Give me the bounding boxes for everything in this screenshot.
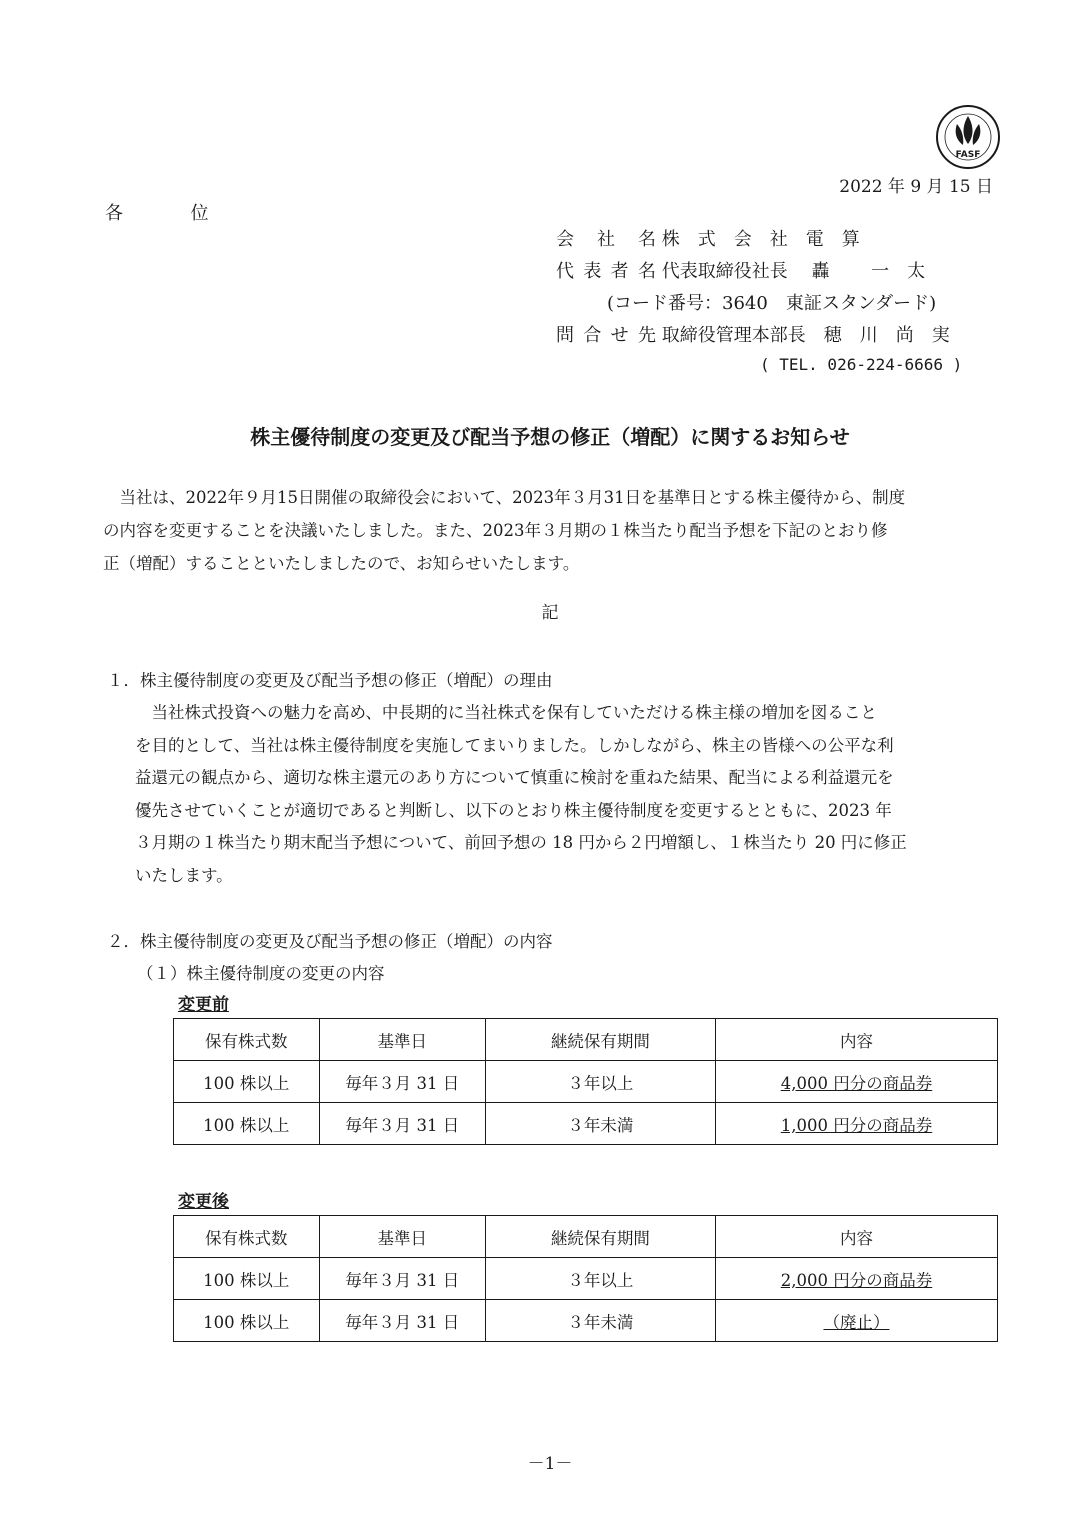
header-cell: 保有株式数 [174, 1019, 320, 1061]
stock-code: (コード番号：3640 東証スタンダード) [607, 293, 937, 314]
section1-line: を目的として、当社は株主優待制度を実施してまいりました。しかしながら、株主の皆様への公平な利 [135, 735, 894, 755]
benefit-value: 2,000 円分の商品券 [780, 1270, 933, 1290]
table-after [173, 1215, 998, 1342]
addressee-char-2: 位 [190, 203, 209, 224]
representative-label: 代表者名 [556, 261, 656, 282]
contact-row [556, 321, 976, 347]
header-cell: 保有株式数 [174, 1216, 320, 1258]
svg-text:FASF: FASF [955, 150, 981, 160]
contact-label: 問合せ先 [556, 325, 656, 346]
table-cell [715, 1061, 997, 1103]
table-cell: ３年未満 [485, 1300, 715, 1342]
table-cell: 毎年３月 31 日 [319, 1258, 485, 1300]
subsection1-heading: （１）株主優待制度の変更の内容 [137, 964, 385, 983]
header-cell: 内容 [715, 1216, 997, 1258]
header-cell: 継続保有期間 [485, 1019, 715, 1061]
section1-line: ３月期の１株当たり期末配当予想について、前回予想の 18 円から２円増額し、１株当たり 20 円に修正 [135, 833, 907, 852]
header-cell: 継続保有期間 [485, 1216, 715, 1258]
benefit-value: （廃止） [823, 1312, 890, 1332]
table-cell: 100 株以上 [174, 1258, 320, 1300]
header-cell: 基準日 [319, 1019, 485, 1061]
section1-line: 優先させていくことが適切であると判断し、以下のとおり株主優待制度を変更するとともに、2023 年 [135, 800, 892, 820]
document-date: 2022 年 9 月 15 日 [839, 177, 993, 197]
header-cell: 内容 [715, 1019, 997, 1061]
section1-heading: １．株主優待制度の変更及び配当予想の修正（増配）の理由 [107, 671, 553, 690]
company-name-label: 会社名 [556, 229, 656, 250]
table-row [174, 1103, 998, 1145]
company-name-row [556, 225, 976, 251]
table-before [173, 1018, 998, 1145]
header-cell: 基準日 [319, 1216, 485, 1258]
table-cell [715, 1103, 997, 1145]
intro-line: の内容を変更することを決議いたしました。また、2023年３月期の１株当たり配当予想を下記のとおり修 [103, 521, 888, 540]
addressee-char-1: 各 [105, 203, 123, 224]
section1-body [135, 697, 998, 892]
table-row [174, 1300, 998, 1342]
table-cell: 毎年３月 31 日 [319, 1061, 485, 1103]
section1-line: いたします。 [135, 865, 233, 885]
addressee [105, 199, 208, 225]
table-cell: ３年以上 [485, 1258, 715, 1300]
section1-line: 当社株式投資への魅力を高め、中長期的に当社株式を保有していただける株主様の増加を図ること [135, 703, 877, 722]
contact-tel: ( TEL. 026-224-6666 ) [760, 355, 963, 374]
table-cell: 100 株以上 [174, 1061, 320, 1103]
section2-heading: ２．株主優待制度の変更及び配当予想の修正（増配）の内容 [107, 932, 553, 951]
table-cell [715, 1258, 997, 1300]
table-cell [715, 1300, 997, 1342]
table-cell: ３年以上 [485, 1061, 715, 1103]
table-row [174, 1258, 998, 1300]
ki-heading: 記 [541, 603, 559, 623]
benefit-value: 4,000 円分の商品券 [780, 1073, 933, 1093]
table-after-label: 変更後 [178, 1192, 229, 1212]
table-cell: ３年未満 [485, 1103, 715, 1145]
representative-row [556, 257, 976, 283]
intro-line: 正（増配）することといたしましたので、お知らせいたします。 [103, 554, 580, 573]
contact-value: 取締役管理本部長 穂 川 尚 実 [661, 325, 950, 346]
intro-paragraph [103, 481, 998, 580]
table-cell: 100 株以上 [174, 1300, 320, 1342]
company-name-value: 株 式 会 社 電 算 [661, 229, 860, 250]
benefit-value: 1,000 円分の商品券 [780, 1115, 933, 1135]
fasf-logo [935, 104, 1001, 170]
table-cell: 毎年３月 31 日 [319, 1300, 485, 1342]
document-title: 株主優待制度の変更及び配当予想の修正（増配）に関するお知らせ [250, 425, 850, 449]
table-before-label: 変更前 [178, 995, 229, 1015]
table-header-row [174, 1216, 998, 1258]
intro-line: 当社は、2022年９月15日開催の取締役会において、2023年３月31日を基準日とする株主優待から、制度 [103, 488, 906, 507]
table-row [174, 1061, 998, 1103]
table-cell: 毎年３月 31 日 [319, 1103, 485, 1145]
section1-line: 益還元の観点から、適切な株主還元のあり方について慎重に検討を重ねた結果、配当による利益還元を [135, 768, 894, 787]
table-header-row [174, 1019, 998, 1061]
page-number: －1－ [527, 1454, 573, 1474]
table-cell: 100 株以上 [174, 1103, 320, 1145]
representative-value: 代表取締役社長 轟 一 太 [661, 261, 926, 282]
